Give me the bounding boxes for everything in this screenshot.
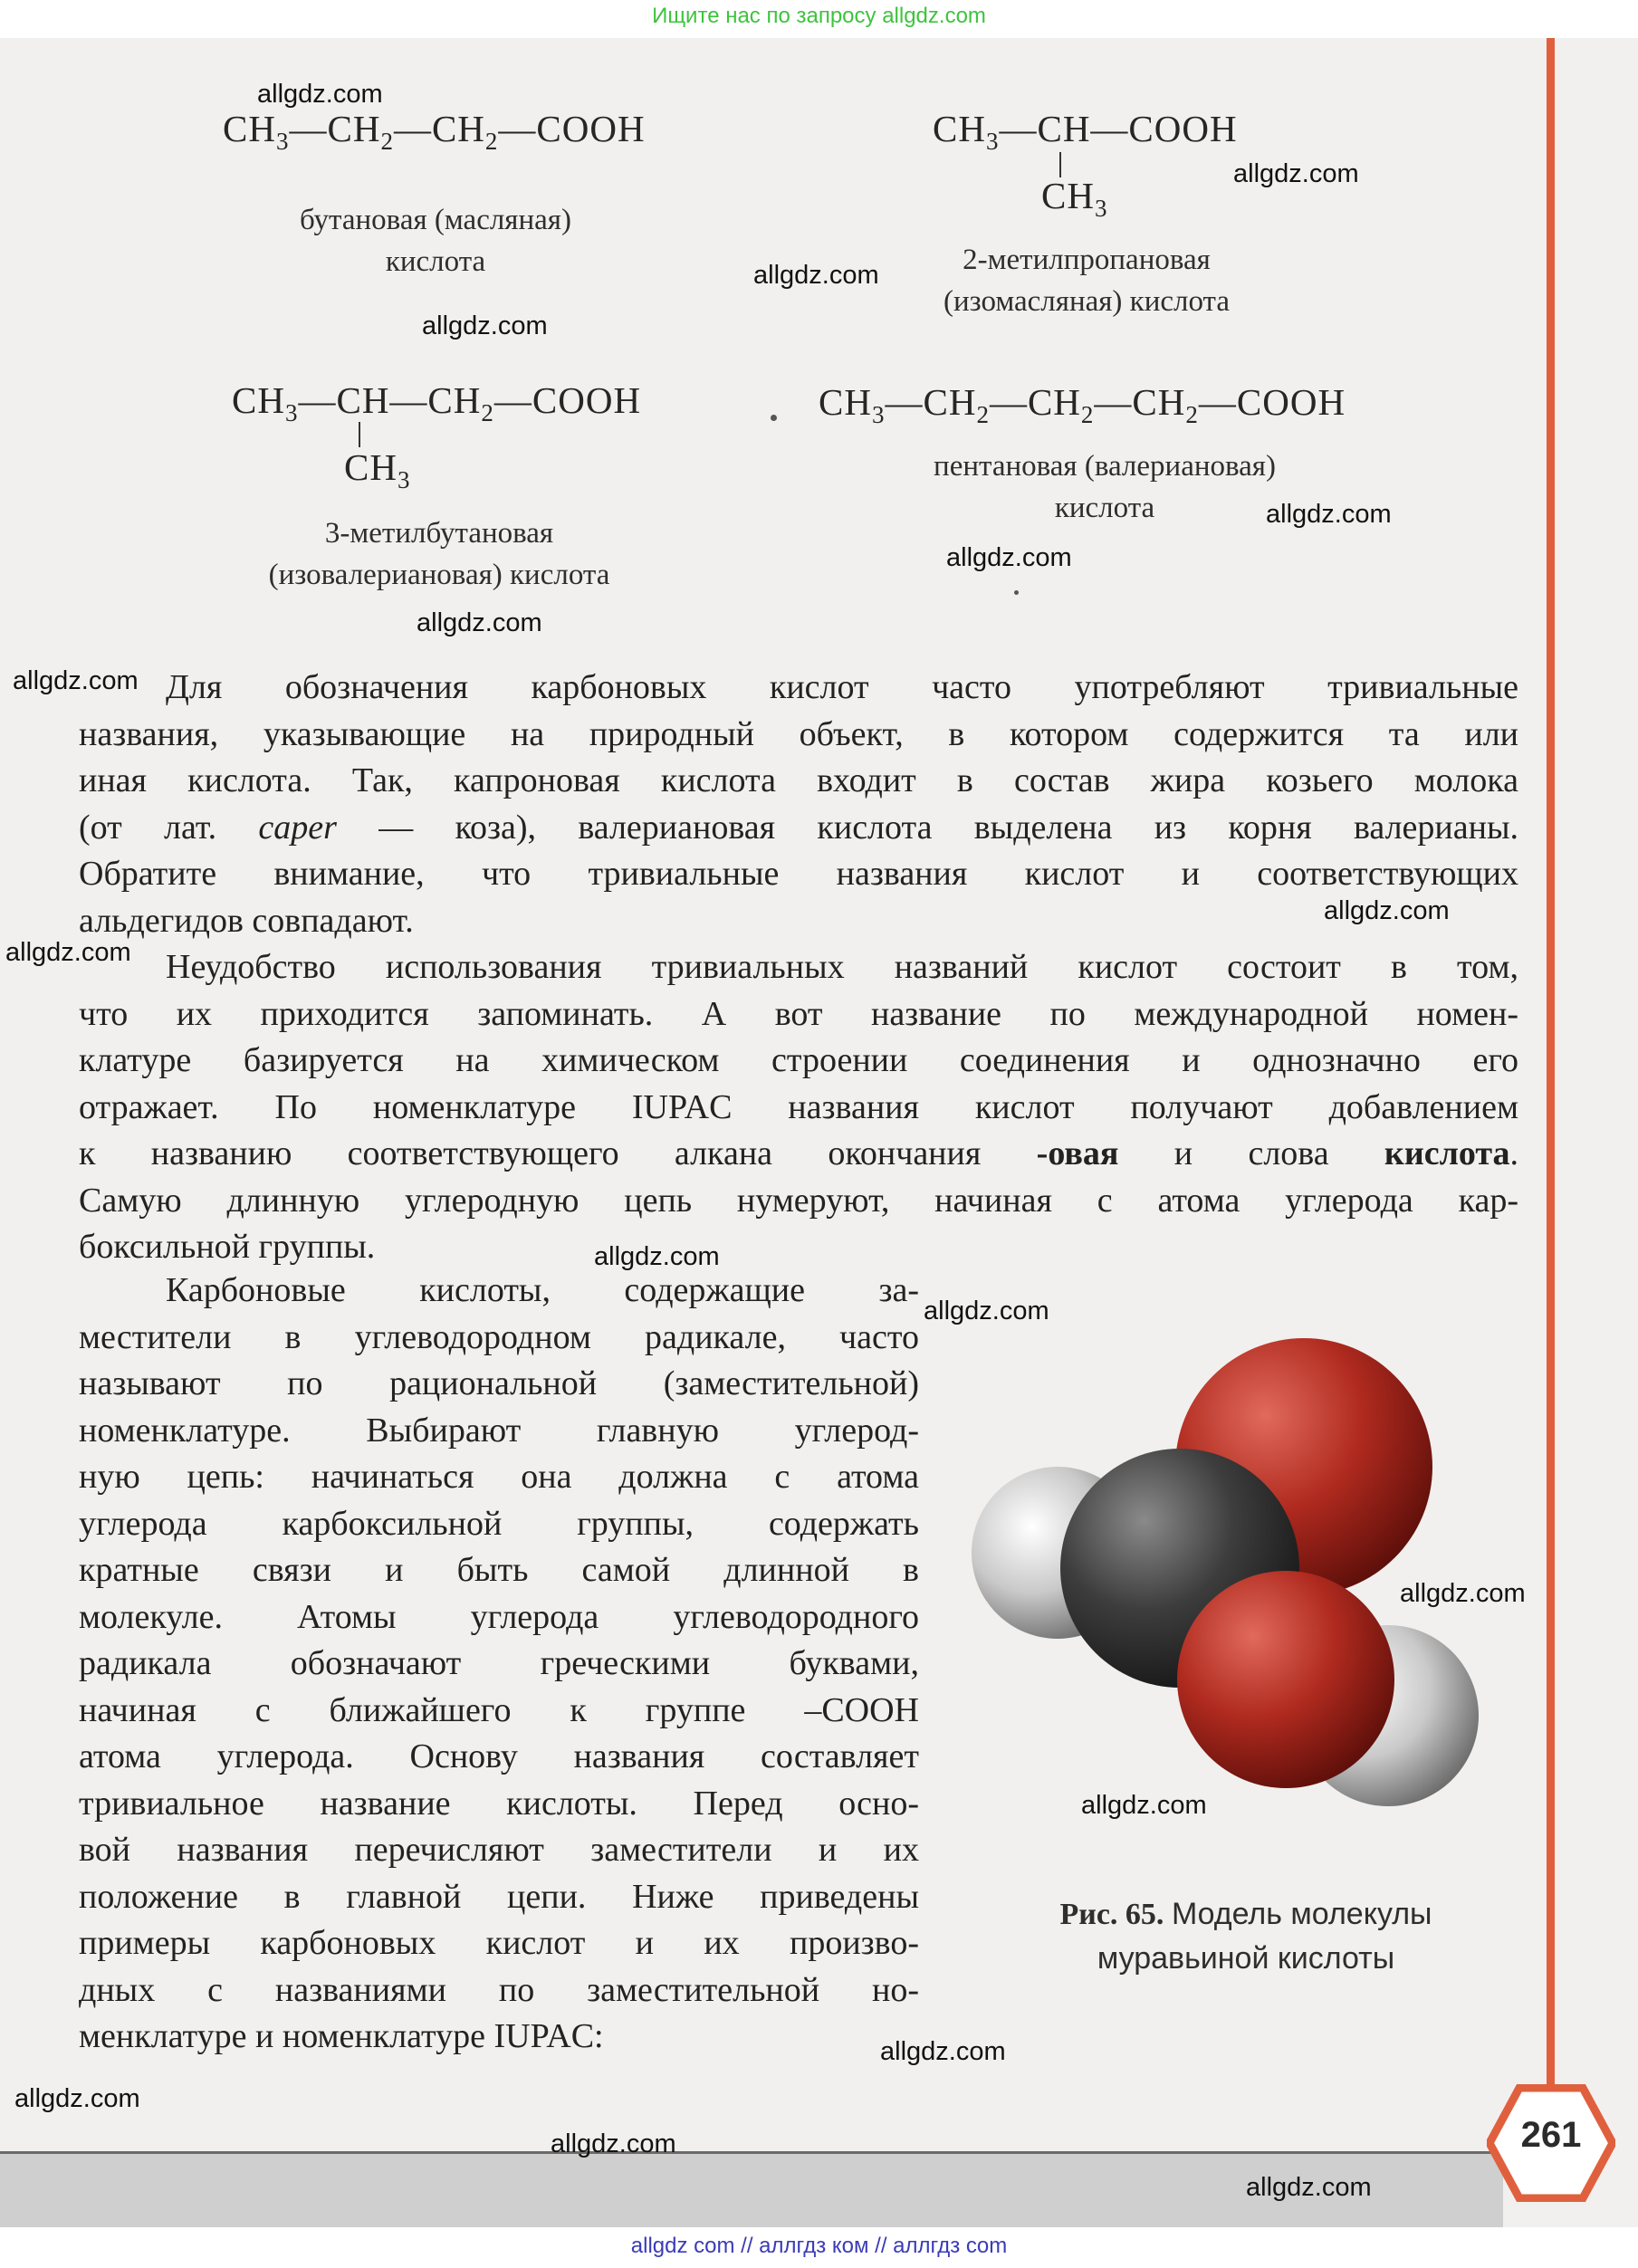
- decorative-dot: [1014, 590, 1019, 595]
- name-butanoic-acid: бутановая (масляная) кислота: [300, 204, 571, 278]
- bold-suffix-ovaya: -овая: [1036, 1134, 1119, 1172]
- watermark[interactable]: allgdz.com: [14, 2084, 140, 2113]
- top-banner[interactable]: Ищите нас по запросу allgdz.com: [652, 4, 986, 28]
- watermark[interactable]: allgdz.com: [1266, 500, 1392, 529]
- page-number: 261: [1520, 2115, 1582, 2155]
- watermark[interactable]: allgdz.com: [924, 1297, 1049, 1325]
- watermark[interactable]: allgdz.com: [13, 666, 139, 695]
- bottom-banner[interactable]: allgdz com // аллгдз ком // аллгдз com: [630, 2234, 1008, 2258]
- page-edge-stripe: [1547, 38, 1555, 2111]
- formula-branch-methyl: $CH_3$: [1041, 175, 1108, 222]
- watermark[interactable]: allgdz.com: [257, 80, 383, 109]
- figure-label: Рис. 65.: [1059, 1898, 1164, 1931]
- page-footer-line: [0, 2151, 1503, 2154]
- watermark[interactable]: allgdz.com: [551, 2129, 676, 2158]
- watermark[interactable]: allgdz.com: [1233, 159, 1359, 188]
- watermark[interactable]: allgdz.com: [946, 543, 1072, 572]
- formula-branch-methyl: $CH_3$: [344, 446, 411, 493]
- watermark[interactable]: allgdz.com: [1081, 1791, 1207, 1820]
- watermark[interactable]: allgdz.com: [1246, 2173, 1372, 2202]
- name-3-methylbutanoic-acid: 3-метилбутановая (изовалериановая) кислота: [268, 517, 610, 591]
- watermark[interactable]: allgdz.com: [753, 261, 879, 290]
- watermark[interactable]: allgdz.com: [422, 311, 548, 340]
- bold-word-kislota: кислота: [1384, 1134, 1510, 1172]
- watermark[interactable]: allgdz.com: [1400, 1579, 1526, 1608]
- latin-word-caper: caper: [258, 808, 337, 847]
- name-pentanoic-acid: пентановая (валериановая) кислота: [934, 450, 1276, 524]
- figure-caption: Рис. 65. Модель молекулы муравьиной кислоты: [1059, 1897, 1432, 1976]
- watermark[interactable]: allgdz.com: [5, 938, 131, 967]
- name-2-methylpropanoic-acid: 2-метилпропановая (изомасляная) кислота: [943, 244, 1231, 318]
- formula-pentanoic-acid: $CH_3—CH_2—CH_2—CH_2—COOH$: [819, 381, 1346, 428]
- formula-butanoic-acid: $CH_3—CH_2—CH_2—COOH$: [223, 108, 646, 155]
- watermark[interactable]: allgdz.com: [1324, 896, 1450, 925]
- line-with-bold-terms: к названию соответствующего алкана окончания -овая и слова кислота.: [79, 1134, 1519, 1172]
- paragraph-trivial-names: Для обозначения карбоновых кислот часто употребляют тривиальные названия, указывающие на природный объект, в котором содержится та или иная кислота. Так, капроновая кислота входит в состав жира козьего молока (от лат. caper — коза), валериановая кислота выделена из корня валерианы. Обратите внимание, что тривиальные названия кислот и соответствующих альдегидов совпадают.: [79, 668, 1518, 940]
- oxygen-atom-hydroxyl: [1177, 1571, 1394, 1788]
- watermark[interactable]: allgdz.com: [880, 2037, 1006, 2066]
- formula-3-methylbutanoic-acid: $CH_3—CH—CH_2—COOH$: [232, 379, 642, 426]
- decorative-dot: [771, 415, 777, 421]
- watermark[interactable]: allgdz.com: [594, 1242, 720, 1271]
- formula-2-methylpropanoic-acid: $CH_3—CH—COOH$: [933, 108, 1238, 155]
- watermark[interactable]: allgdz.com: [417, 608, 542, 637]
- paragraph-substitutive-nomenclature: Карбоновые кислоты, содержащие за- местители в углеводородном радикале, часто называют по рациональной (заместительной) номенклатуре. Выбирают главную углерод- ную цепь: начинаться она должна с атома углерода карбоксильной группы, содержать кратные связи и быть самой длинной в молекуле. Атомы углерода углеводородного радикала обозначают греческими буквами, начиная с ближайшего к группе –COOH атома углерода. Основу названия составляет тривиальное название кислоты. Перед осно- вой названия перечисляют заместители и их положение в главной цепи. Ниже приведены примеры карбоновых кислот и их произво- дных с названиями по заместительной но- менклатуре и номенклатуре IUPAC:: [79, 1271, 919, 2055]
- paragraph-iupac-nomenclature: Неудобство использования тривиальных названий кислот состоит в том, что их приходится запоминать. А вот название по международной номен- клатуре базируется на химическом строении соединения и однозначно его отражает. По номенклатуре IUPAC названия кислот получают добавлением к названию соответствующего алкана окончания -овая и слова кислота. Самую длинную углеродную цепь нумеруют, начиная с атома углерода кар- боксильной группы.: [79, 948, 1519, 1266]
- branch-bond: [359, 422, 360, 447]
- formic-acid-molecule-model: [967, 1313, 1528, 1829]
